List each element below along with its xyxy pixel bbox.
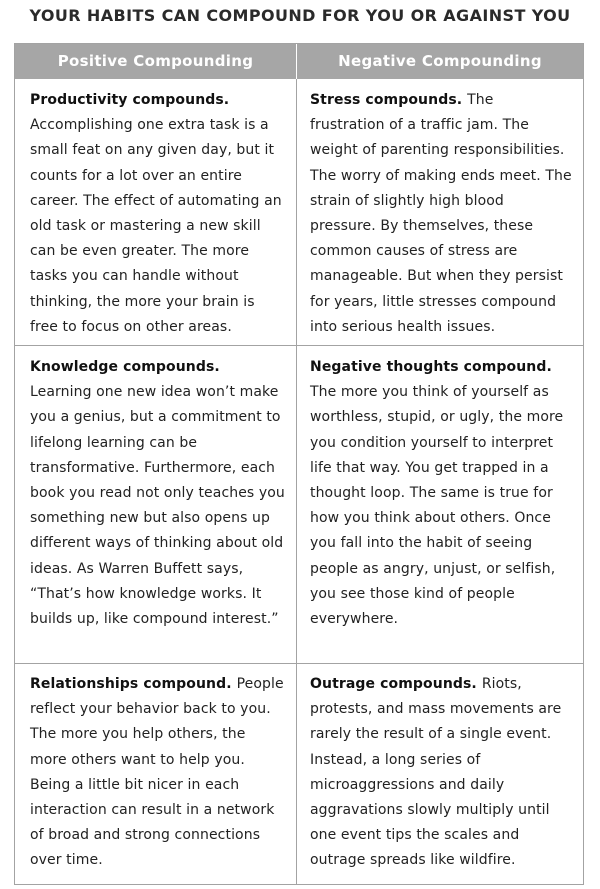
cell-lead: Relationships compound. [30,676,237,692]
header-positive: Positive Compounding [57,52,254,70]
row-divider [15,345,583,346]
table-header [15,44,583,79]
table-cell-positive-knowledge [30,355,286,632]
cell-lead: Knowledge compounds. [30,359,220,375]
cell-lead: Stress compounds. [310,92,468,108]
table-cell-positive-productivity [30,88,286,340]
table-cell-negative-outrage [310,672,572,874]
header-negative: Negative Compounding [338,52,542,70]
cell-lead: Negative thoughts compound. [310,359,552,375]
cell-body: The frustration of a traffic jam. The weight of parenting responsibilities. The worry of making ends meet. The strain of slightly high blood pressure. By themselves, these common causes of stress are manageable. But when they persist for years, little stresses compound into serious health issues. [310,92,572,335]
table-cell-negative-stress [310,88,572,340]
table-cell-positive-relationships [30,672,286,874]
cell-body: Riots, protests, and mass movements are rarely the result of a single event. Instead, a long series of microaggressions and daily aggravations slowly multiply until one event tips the scales and outrage spreads like wildfire. [310,676,562,869]
cell-lead: Productivity compounds. [30,92,230,108]
comparison-table [14,43,584,885]
table-cell-negative-thoughts [310,355,572,632]
cell-body: People reflect your behavior back to you. The more you help others, the more others want to help you. Being a little bit nicer in each interaction can result in a network of broad and strong connections over time. [30,676,284,869]
column-divider [296,79,297,884]
row-divider [15,663,583,664]
cell-body: Learning one new idea won’t make you a genius, but a commitment to lifelong learning can be transformative. Furthermore, each book you read not only teaches you something new but also opens up different ways of thinking about old ideas. As Warren Buffett says, “That’s how knowledge works. It builds up, like compound interest.” [30,384,285,628]
cell-body: Accomplishing one extra task is a small feat on any given day, but it counts for a lot over an entire career. The effect of automating an old task or mastering a new skill can be even greater. The more tasks you can handle without thinking, the more your brain is free to focus on other areas. [30,117,282,335]
page-title: YOUR HABITS CAN COMPOUND FOR YOU OR AGAINST YOU [29,6,571,25]
cell-lead: Outrage compounds. [310,676,482,692]
cell-body: The more you think of yourself as worthless, stupid, or ugly, the more you condition yourself to interpret life that way. You get trapped in a thought loop. The same is true for how you think about others. Once you fall into the habit of seeing people as angry, unjust, or selfish, you see those kind of people everywhere. [310,384,564,628]
